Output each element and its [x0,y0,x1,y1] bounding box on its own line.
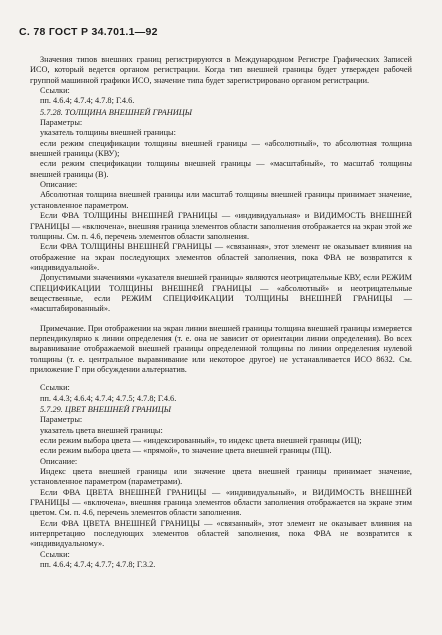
field-label: Описание: [40,180,78,190]
field-label: Ссылки: [40,549,70,559]
paragraph: Если ФВА ЦВЕТА ВНЕШНЕЙ ГРАНИЦЫ — «связанный», этот элемент не оказывает влияния на интерпретацию последующих элементов областей заполнения, пока ФВА не возвратится к «индивидуальному». [30,518,412,549]
spacer [30,315,412,320]
paragraph: если режим выбора цвета — «индексированный», то индекс цвета внешней границы (ИЦ); [40,436,362,446]
paragraph: Абсолютная толщина внешней границы или масштаб толщины внешней границы принимает значение, установленное параметром. [30,190,412,210]
paragraph: если режим спецификации толщины внешней границы — «масштабный», то масштаб толщины внешней границы (В). [30,159,412,179]
field-label: Параметры: [40,118,83,128]
field-label: Ссылки: [40,383,70,393]
paragraph: пп. 4.6.4; 4.7.4; 4.7.8; Г.4.6. [40,96,135,106]
paragraph: указатель цвета внешней границы: [40,425,163,435]
paragraph: Если ФВА ТОЛЩИНЫ ВНЕШНЕЙ ГРАНИЦЫ — «связанная», этот элемент не оказывает влияния на отображение на экран последующих элементов областей заполнения, пока ФВА не возвратится к «индивидуальной». [30,242,412,272]
section-heading: 5.7.28. ТОЛЩИНА ВНЕШНЕЙ ГРАНИЦЫ [40,107,192,117]
paragraph: Значения типов внешних границ регистрируются в Международном Регистре Графических Записей ИСО, который ведется органом регистрации. Когда тип внешней границы будет утвержден рабочей группой машинной графики ИСО, значение типа будет зарегистрировано органом регистрации. [30,55,412,85]
page-header: С. 78 ГОСТ Р 34.701.1—92 [19,26,158,38]
paragraph: Если ФВА ЦВЕТА ВНЕШНЕЙ ГРАНИЦЫ — «индивидуальный», и ВИДИМОСТЬ ВНЕШНЕЙ ГРАНИЦЫ — «включена», внешняя граница элементов области заполнения отображается на экране этим цветом. См. п. 4.6, перечень элементов области заполнения. [30,487,412,518]
section-heading: 5.7.29. ЦВЕТ ВНЕШНЕЙ ГРАНИЦЫ [40,405,171,414]
field-label: Параметры: [40,415,83,425]
paragraph: пп. 4.6.4; 4.7.4; 4.7.7; 4.7.8; Г.3.2. [40,560,156,570]
field-label: Описание: [40,456,78,466]
field-label: Ссылки: [40,86,70,96]
paragraph: если режим спецификации толщины внешней границы — «абсолютный», то абсолютная толщина внешней границы (КВУ); [30,138,412,159]
paragraph: Индекс цвета внешней границы или значение цвета внешней границы принимает значение, установленное параметром (параметрами). [30,467,412,487]
paragraph: Если ФВА ТОЛЩИНЫ ВНЕШНЕЙ ГРАНИЦЫ — «индивидуальная» и ВИДИМОСТЬ ВНЕШНЕЙ ГРАНИЦЫ — «включена», внешняя граница элементов области заполнения отображается на экран этой же толщины. См. п. 4.6, перечень элементов области заполнения. [30,211,412,241]
paragraph: пп. 4.4.3; 4.6.4; 4.7.4; 4.7.5; 4.7.8; Г.4.6. [40,393,177,403]
paragraph: Допустимыми значениями «указателя внешней границы» являются неотрицательные КВУ, если РЕЖИМ СПЕЦИФИКАЦИИ ТОЛЩИНЫ ВНЕШНЕЙ ГРАНИЦЫ — «абсолютный» и неотрицательные вещественные, если РЕЖИМ СПЕЦИФИКАЦИИ ТОЛЩИНЫ ВНЕШНЕЙ ГРАНИЦЫ — «масштабированный». [30,273,412,314]
spacer [30,375,412,383]
document-body [30,55,412,571]
note-paragraph: Примечание. При отображении на экран линии внешней границы толщина внешней границы измеряется перпендикулярно к линии определения (т. е. она не зависит от ориентации линии определения). Во всех выравнивание отображаемой внешней границы определенной толщины по линии определения нулевой толщины (т. е. центральное выравнивание или некоторое другое) не устанавливается ИСО 8632. См. приложение Г при обсуждении альтернатив. [30,323,412,374]
paragraph: указатель толщины внешней границы: [40,128,176,138]
paragraph: если режим выбора цвета — «прямой», то значение цвета внешней границы (ПЦ). [40,446,332,456]
